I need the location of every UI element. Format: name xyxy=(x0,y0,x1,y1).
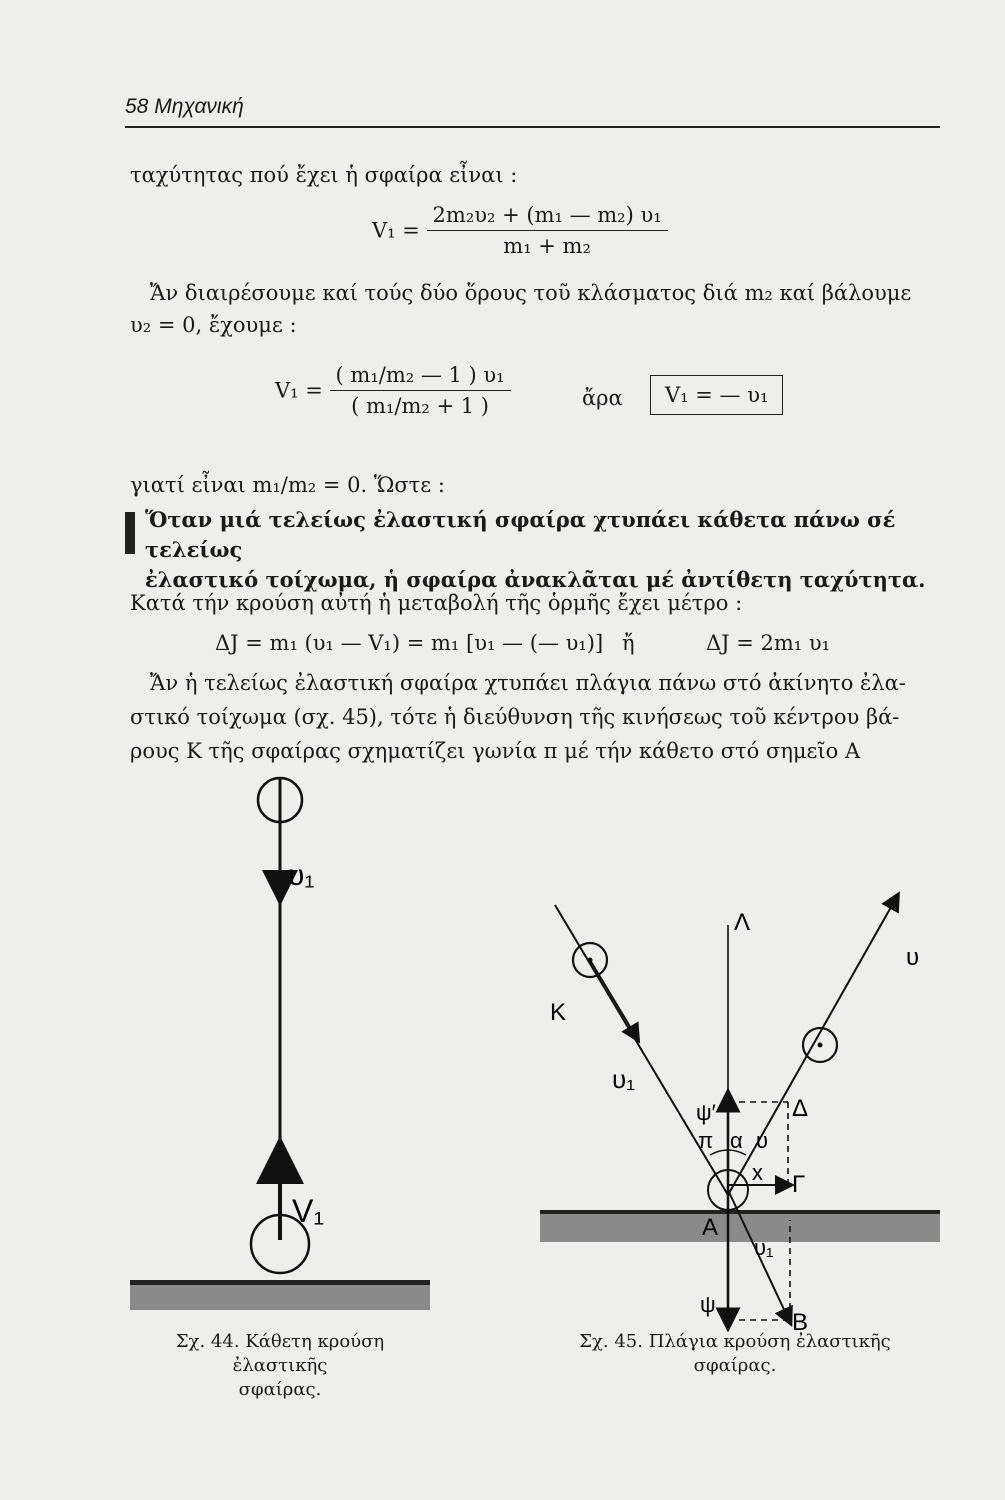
figure-44-caption-line-1: Σχ. 44. Κάθετη κρούση ἐλαστικῆς xyxy=(175,1331,385,1376)
figure-44-caption-line-2: σφαίρας. xyxy=(238,1379,322,1400)
figure-45-caption-line-1: Σχ. 45. Πλάγια κρούση ἐλαστικῆς xyxy=(579,1331,891,1352)
fig45-label-Gamma: Γ xyxy=(792,1171,806,1198)
equation-2 xyxy=(275,360,511,421)
equation-2-result-box: V₁ = — υ₁ xyxy=(650,375,783,415)
fig45-label-psi: ψ xyxy=(700,1292,716,1317)
text-line-3: υ₂ = 0, ἔχουμε : xyxy=(130,313,297,337)
highlight-line-1: Ὅταν μιά τελείως ἐλαστική σφαίρα χτυπάει κάθετα πάνω σέ τελείως xyxy=(145,507,896,562)
highlight-statement xyxy=(125,505,940,595)
text-line-6: Ἄν ἡ τελείως ἐλαστική σφαίρα χτυπάει πλάγια πάνω στό ἀκίνητο ἐλα- xyxy=(150,671,906,695)
fig45-incident-arrow xyxy=(590,960,635,1035)
fig45-label-B: Β xyxy=(792,1309,809,1336)
fig45-label-K: Κ xyxy=(550,999,567,1026)
equation-3b: ΔJ = 2m₁ υ₁ xyxy=(706,631,831,655)
fig45-label-u1: υ₁ xyxy=(612,1064,635,1094)
page-header xyxy=(125,95,244,119)
figure-45-caption xyxy=(560,1330,910,1378)
fig45-label-Delta: Δ xyxy=(792,1095,809,1122)
text-line-5: Κατά τήν κρούση αὐτή ἡ μεταβολή τῆς ὁρμῆς ἔχει μέτρο : xyxy=(130,591,743,615)
figure-44-caption xyxy=(130,1330,430,1402)
fig45-label-Lambda: Λ xyxy=(734,909,751,936)
equation-1-numerator: 2m₂υ₂ + (m₁ — m₂) υ₁ xyxy=(427,200,668,231)
fig45-label-u-small: υ xyxy=(756,1128,769,1153)
text-line-4: γιατί εἶναι m₁/m₂ = 0. Ὥστε : xyxy=(130,473,445,497)
equation-1-fraction xyxy=(427,200,668,261)
fig44-label-u1: υ₁ xyxy=(288,859,315,892)
equation-1-lhs: V₁ = xyxy=(372,218,420,243)
text-line-7: στικό τοίχωμα (σχ. 45), τότε ἡ διεύθυνση τῆς κινήσεως τοῦ κέντρου βά- xyxy=(130,705,900,729)
header-rule xyxy=(125,126,940,128)
highlight-line-2: ἐλαστικό τοίχωμα, ἡ σφαίρα ἀνακλᾶται μέ ἀντίθετη ταχύτητα. xyxy=(145,567,926,592)
running-title: Μηχανική xyxy=(154,95,244,118)
fig44-wall xyxy=(130,1280,430,1310)
equation-2-denominator: ( m₁/m₂ + 1 ) xyxy=(351,394,489,418)
fig45-label-u1-lower: υ₁ xyxy=(754,1235,774,1260)
text-line-8: ρους Κ τῆς σφαίρας σχηματίζει γωνία π μέ τήν κάθετο στό σημεῖο Α xyxy=(130,739,861,763)
equation-2-ara: ἄρα xyxy=(582,386,623,410)
fig45-label-pi: π xyxy=(698,1128,714,1153)
fig45-label-x: x xyxy=(752,1160,763,1185)
fig45-label-psi-prime: ψ′ xyxy=(696,1100,716,1125)
equation-1 xyxy=(372,200,668,261)
fig45-label-u: υ xyxy=(906,944,920,971)
text-line-2: Ἄν διαιρέσουμε καί τούς δύο ὅρους τοῦ κλάσματος διά m₂ καί βάλουμε xyxy=(150,281,912,305)
equation-2-fraction xyxy=(330,360,511,421)
fig45-label-A: Α xyxy=(702,1214,719,1241)
equation-1-denominator: m₁ + m₂ xyxy=(503,234,591,258)
equation-2-numerator: ( m₁/m₂ — 1 ) υ₁ xyxy=(330,360,511,391)
figure-45 xyxy=(530,880,950,1340)
equation-2-lhs: V₁ = xyxy=(275,378,323,403)
fig44-label-V1: V₁ xyxy=(292,1193,325,1229)
text-line-1: ταχύτητας πού ἔχει ἡ σφαίρα εἶναι : xyxy=(130,163,518,187)
equation-3a: ΔJ = m₁ (υ₁ — V₁) = m₁ [υ₁ — (— υ₁)] xyxy=(215,631,604,655)
figure-45-caption-line-2: σφαίρας. xyxy=(693,1355,777,1376)
page-number: 58 xyxy=(125,95,149,118)
fig45-reflected-line xyxy=(728,900,895,1195)
equation-3-or: ἤ xyxy=(622,631,635,655)
figure-44 xyxy=(120,770,450,1330)
fig45-label-alpha: α xyxy=(730,1128,743,1153)
